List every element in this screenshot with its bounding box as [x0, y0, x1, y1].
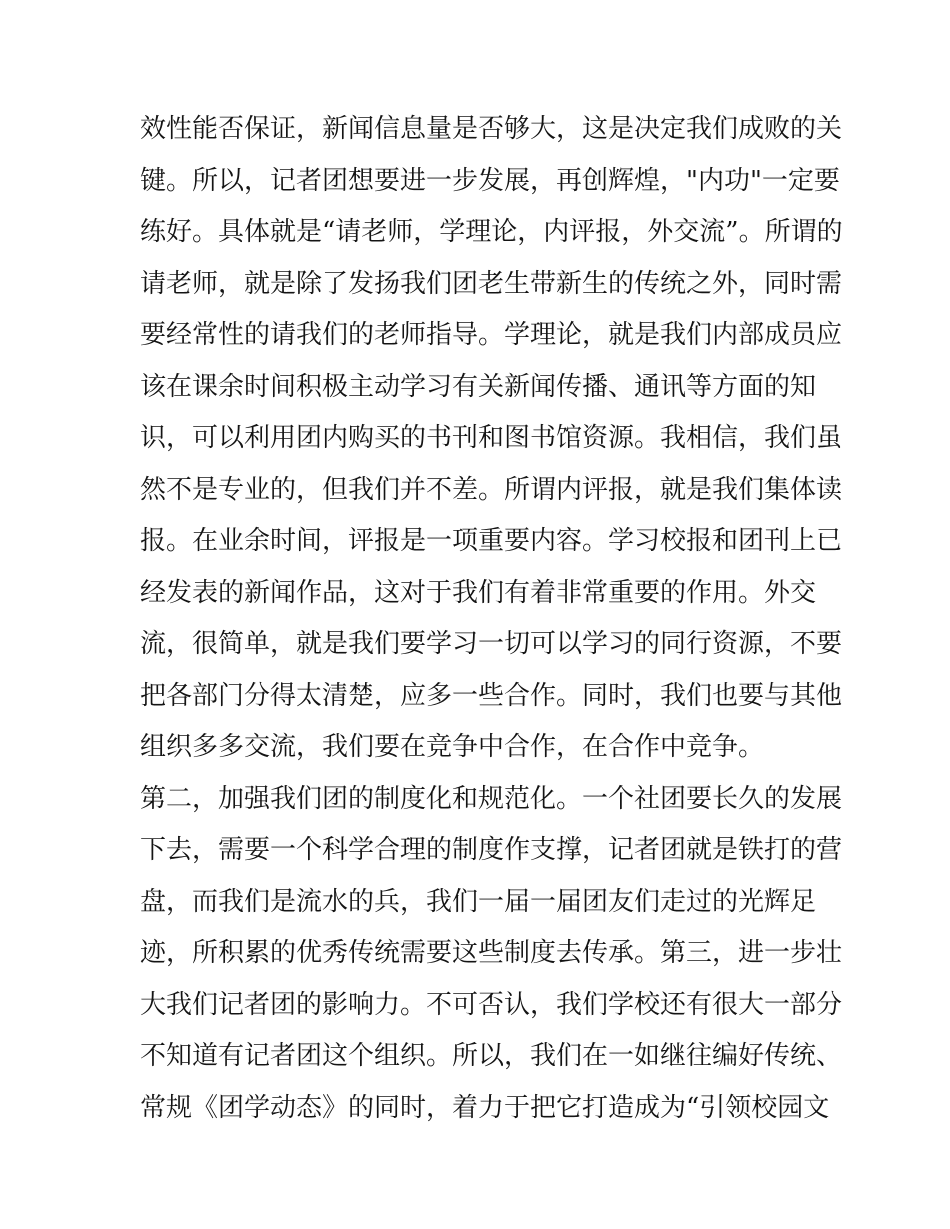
text-line: 经发表的新闻作品，这对于我们有着非常重要的作用。外交 [140, 577, 817, 608]
text-line: 流，很简单，就是我们要学习一切可以学习的同行资源，不要 [140, 629, 843, 659]
text-line: 要经常性的请我们的老师指导。学理论，就是我们内部成员应 [140, 320, 843, 350]
text-line: 盘，而我们是流水的兵，我们一届一届团友们走过的光辉足 [140, 886, 817, 917]
text-line: 请老师，就是除了发扬我们团老生带新生的传统之外，同时需 [140, 268, 843, 299]
text-line: 键。所以，记者团想要进一步发展，再创辉煌，"内功"一定要 [140, 165, 840, 196]
text-line: 练好。具体就是“请老师，学理论，内评报，外交流”。所谓的 [140, 217, 843, 247]
text-line: 不知道有记者团这个组织。所以，我们在一如继往编好传统、 [140, 1041, 843, 1071]
text-line: 识，可以利用团内购买的书刊和图书馆资源。我相信，我们虽 [140, 423, 843, 453]
text-line: 报。在业余时间，评报是一项重要内容。学习校报和团刊上已 [140, 526, 843, 556]
text-line: 组织多多交流，我们要在竞争中合作，在合作中竞争。 [140, 732, 765, 762]
text-line: 该在课余时间积极主动学习有关新闻传播、通讯等方面的知 [140, 371, 817, 402]
text-line: 大我们记者团的影响力。不可否认，我们学校还有很大一部分 [140, 989, 843, 1020]
body-text [140, 104, 843, 1134]
text-line: 迹，所积累的优秀传统需要这些制度去传承。第三，进一步壮 [140, 938, 843, 968]
text-line: 下去，需要一个科学合理的制度作支撑，记者团就是铁打的营 [140, 835, 843, 865]
text-line: 把各部门分得太清楚，应多一些合作。同时，我们也要与其他 [140, 680, 843, 711]
text-line: 效性能否保证，新闻信息量是否够大，这是决定我们成败的关 [140, 114, 843, 144]
text-line: 第二，加强我们团的制度化和规范化。一个社团要长久的发展 [140, 783, 843, 814]
text-line: 常规《团学动态》的同时，着力于把它打造成为“引领校园文 [140, 1092, 830, 1123]
text-line: 然不是专业的，但我们并不差。所谓内评报，就是我们集体读 [140, 474, 843, 505]
